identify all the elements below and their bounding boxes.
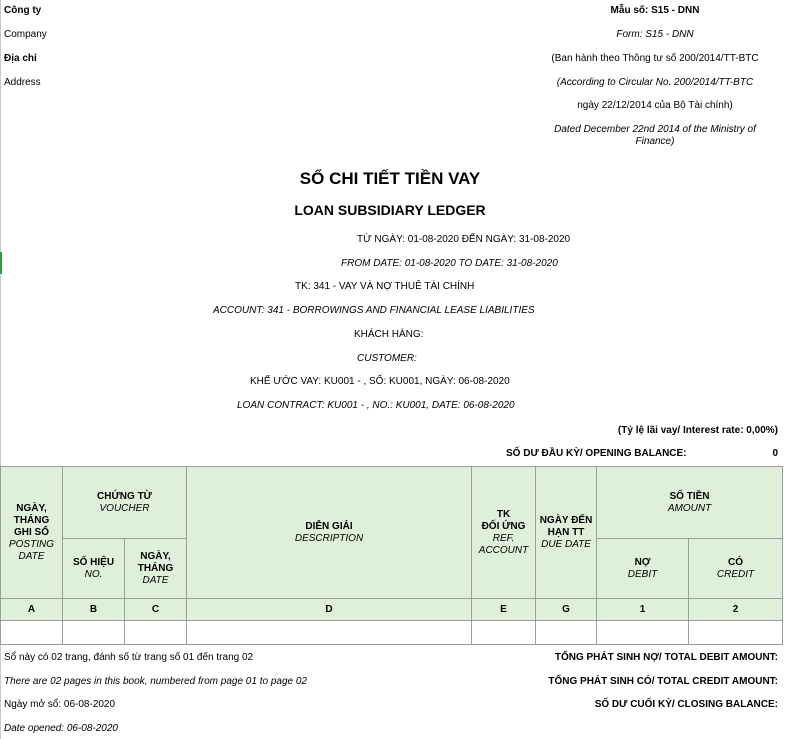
empty-cell[interactable]: [597, 621, 689, 645]
column-code: B: [63, 599, 125, 621]
empty-cell[interactable]: [125, 621, 187, 645]
header-amount: SỐ TIỀN AMOUNT: [597, 467, 783, 539]
column-code: G: [536, 599, 597, 621]
closing-balance-label: SỐ DƯ CUỐI KỲ/ CLOSING BALANCE:: [594, 699, 778, 710]
empty-cell[interactable]: [187, 621, 472, 645]
header-voucher-date: NGÀY, THÁNG DATE: [125, 539, 187, 599]
header-ref-account: TK ĐỐI ỨNG REF. ACCOUNT: [472, 467, 536, 599]
total-debit-label: TỔNG PHÁT SINH NỢ/ TOTAL DEBIT AMOUNT:: [554, 652, 778, 663]
column-code: 2: [689, 599, 783, 621]
account-vi: TK: 341 - VAY VÀ NỢ THUÊ TÀI CHÍNH: [295, 281, 475, 292]
circular-issued-en: (According to Circular No. 200/2014/TT-BTC: [556, 77, 754, 88]
header-description: DIỄN GIẢI DESCRIPTION: [187, 467, 472, 599]
contract-vi: KHẾ ƯỚC VAY: KU001 - , SỐ: KU001, NGÀY: 06-08-2020: [250, 376, 510, 387]
date-opened-en: Date opened: 06-08-2020: [4, 723, 118, 734]
header-credit: CÓ CREDIT: [689, 539, 783, 599]
customer-en: CUSTOMER:: [357, 353, 417, 364]
column-code: C: [125, 599, 187, 621]
form-number-en: Form: S15 - DNN: [616, 29, 694, 40]
empty-cell[interactable]: [536, 621, 597, 645]
pages-note-vi: Sổ này có 02 trang, đánh số từ trang số 01 đến trang 02: [4, 652, 254, 663]
header-debit: NỢ DEBIT: [597, 539, 689, 599]
date-opened-vi: Ngày mở sổ: 06-08-2020: [4, 699, 116, 710]
pages-note-en: There are 02 pages in this book, numbered from page 01 to page 02: [4, 676, 307, 687]
circular-date-en-line1: Dated December 22nd 2014 of the Ministry of: [554, 124, 756, 135]
opening-balance-label: SỐ DƯ ĐẦU KỲ/ OPENING BALANCE:: [506, 448, 687, 459]
address-label-en: Address: [4, 77, 41, 88]
total-credit-label: TỔNG PHÁT SINH CÓ/ TOTAL CREDIT AMOUNT:: [548, 676, 778, 687]
empty-cell[interactable]: [63, 621, 125, 645]
empty-cell[interactable]: [689, 621, 783, 645]
cell-selection-mark: [0, 252, 2, 274]
ledger-title-en: LOAN SUBSIDIARY LEDGER: [294, 202, 486, 218]
empty-cell[interactable]: [1, 621, 63, 645]
circular-date-en-line2: Finance): [635, 136, 675, 147]
table-row: [1, 621, 783, 645]
column-code: D: [187, 599, 472, 621]
interest-rate: (Tỷ lệ lãi vay/ Interest rate: 0,00%): [617, 425, 778, 436]
opening-balance-value: 0: [772, 448, 778, 459]
column-code: 1: [597, 599, 689, 621]
column-code: E: [472, 599, 536, 621]
form-number-vi: Mẫu số: S15 - DNN: [610, 5, 700, 16]
column-code: A: [1, 599, 63, 621]
ledger-table: [0, 466, 783, 645]
circular-date-vi: ngày 22/12/2014 của Bộ Tài chính): [577, 100, 733, 111]
company-label-en: Company: [4, 29, 47, 40]
empty-cell[interactable]: [472, 621, 536, 645]
header-voucher-no: SỐ HIỆU NO.: [63, 539, 125, 599]
contract-en: LOAN CONTRACT: KU001 - , NO.: KU001, DATE: 06-08-2020: [237, 400, 515, 411]
circular-issued-vi: (Ban hành theo Thông tư số 200/2014/TT-BTC: [551, 53, 759, 64]
company-label-vi: Công ty: [4, 5, 42, 16]
header-voucher: CHỨNG TỪ VOUCHER: [63, 467, 187, 539]
period-vi: TỪ NGÀY: 01-08-2020 ĐẾN NGÀY: 31-08-2020: [357, 234, 571, 245]
header-posting-date: NGÀY, THÁNG GHI SỔ POSTING DATE: [1, 467, 63, 599]
period-en: FROM DATE: 01-08-2020 TO DATE: 31-08-2020: [341, 258, 558, 269]
account-en: ACCOUNT: 341 - BORROWINGS AND FINANCIAL LEASE LIABILITIES: [213, 305, 535, 316]
address-label-vi: Địa chỉ: [4, 53, 37, 64]
ledger-title-vi: SỔ CHI TIẾT TIỀN VAY: [299, 169, 481, 188]
customer-vi: KHÁCH HÀNG:: [354, 329, 424, 340]
header-due-date: NGÀY ĐẾN HẠN TT DUE DATE: [536, 467, 597, 599]
